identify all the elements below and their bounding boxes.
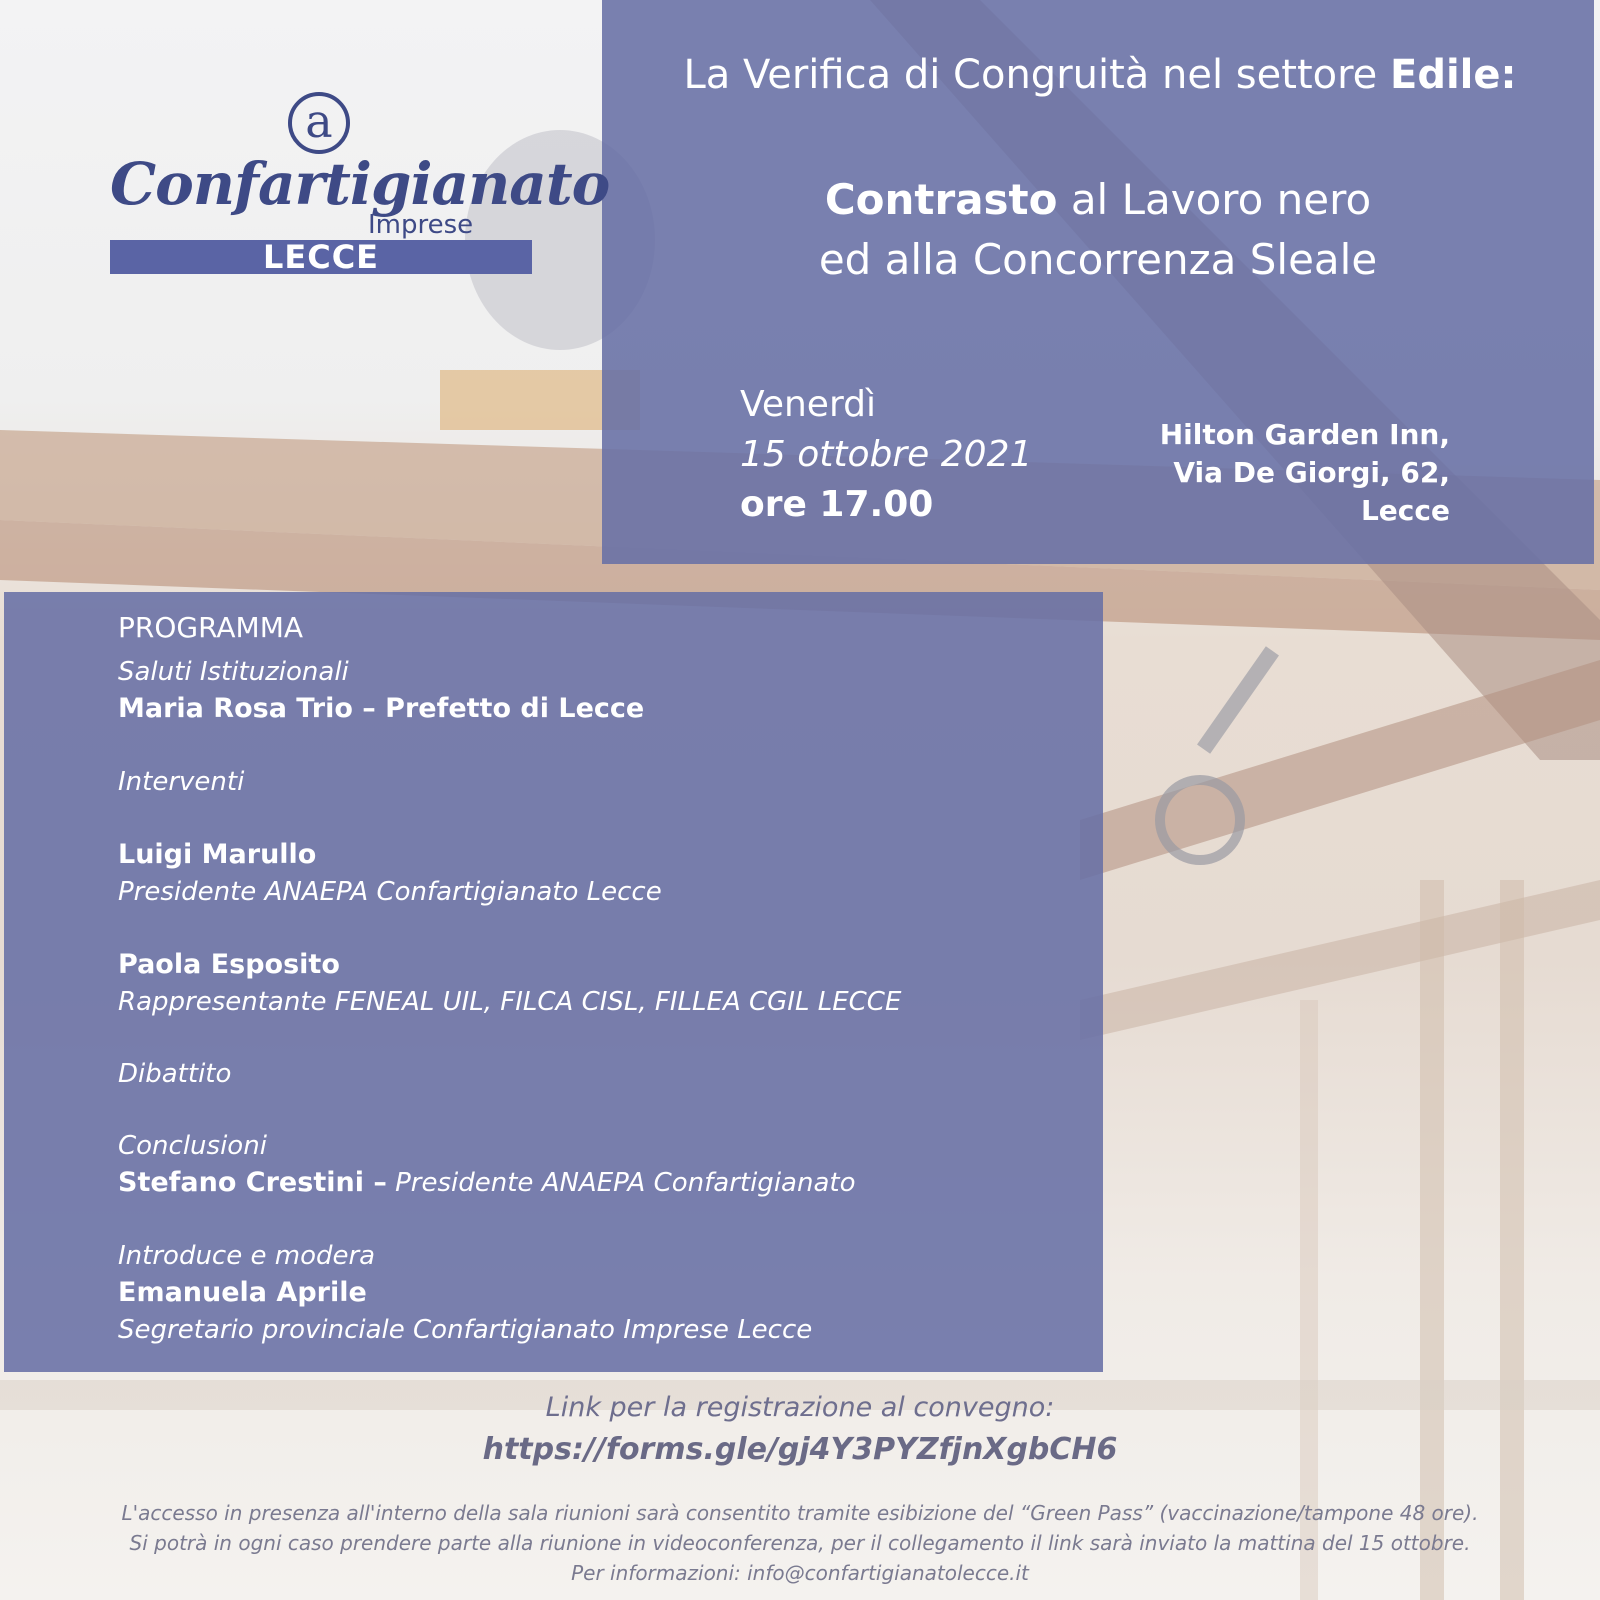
confartigianato-logo	[110, 92, 610, 277]
speaker-4-name: Emanuela Aprile	[118, 1277, 367, 1308]
conclusioni-label: Conclusioni	[118, 1131, 267, 1161]
note-line-1: L'accesso in presenza all'interno della sala riunioni sarà consentito tramite esibizione del “Green Pass” (vaccinazione/tampone 48 ore).	[121, 1501, 1479, 1525]
program	[118, 608, 1078, 1348]
venue-line3: Lecce	[1360, 494, 1450, 527]
title-pre: La Verifica di Congruità nel settore	[683, 52, 1390, 98]
footer-notes	[0, 1498, 1600, 1588]
speaker-1-role: Presidente ANAEPA Confartigianato Lecce	[118, 877, 662, 907]
registration-label: Link per la registrazione al convegno:	[545, 1392, 1055, 1423]
event-date-text: 15 ottobre 2021	[740, 434, 1033, 475]
modera-label: Introduce e modera	[118, 1241, 376, 1271]
prefetto-name: Maria Rosa Trio – Prefetto di Lecce	[118, 693, 645, 724]
title-bold: Edile:	[1390, 52, 1517, 98]
interventi-label: Interventi	[118, 767, 245, 797]
event-venue	[1100, 416, 1450, 530]
logo-brand: Confartigianato	[110, 150, 610, 218]
subtitle-bold: Contrasto	[824, 175, 1058, 224]
speaker-2-name: Paola Esposito	[118, 949, 340, 980]
event-title	[620, 52, 1580, 98]
note-line-3[interactable]: Per informazioni: info@confartigianatolecce.it	[571, 1561, 1029, 1585]
subtitle-line2: ed alla Concorrenza Sleale	[818, 235, 1378, 284]
event-day: Venerdì	[740, 384, 876, 425]
speaker-3-name: Stefano Crestini –	[118, 1167, 387, 1198]
program-heading: PROGRAMMA	[118, 611, 304, 644]
logo-sub: Imprese	[368, 210, 474, 240]
note-line-2: Si potrà in ogni caso prendere parte alla riunione in videoconferenza, per il collegamento il link sarà inviato la mattina del 15 ottobre.	[129, 1531, 1471, 1555]
venue-line1: Hilton Garden Inn,	[1159, 418, 1450, 451]
saluti-label: Saluti Istituzionali	[118, 657, 349, 687]
logo-city: LECCE	[110, 240, 532, 274]
speaker-4-role: Segretario provinciale Confartigianato Imprese Lecce	[118, 1315, 813, 1345]
event-subtitle	[602, 170, 1594, 290]
dibattito-label: Dibattito	[118, 1059, 232, 1089]
event-date	[740, 380, 1032, 530]
venue-line2: Via De Giorgi, 62,	[1173, 456, 1450, 489]
event-time: ore 17.00	[740, 484, 934, 525]
registration-link[interactable]: https://forms.gle/gj4Y3PYZfjnXgbCH6	[482, 1432, 1118, 1467]
subtitle-rest: al Lavoro nero	[1057, 175, 1372, 224]
speaker-2-role: Rappresentante FENEAL UIL, FILCA CISL, FILLEA CGIL LECCE	[118, 987, 902, 1017]
at-symbol-icon: a	[288, 92, 350, 154]
speaker-3-role: Presidente ANAEPA Confartigianato	[386, 1168, 856, 1198]
speaker-1-name: Luigi Marullo	[118, 839, 317, 870]
